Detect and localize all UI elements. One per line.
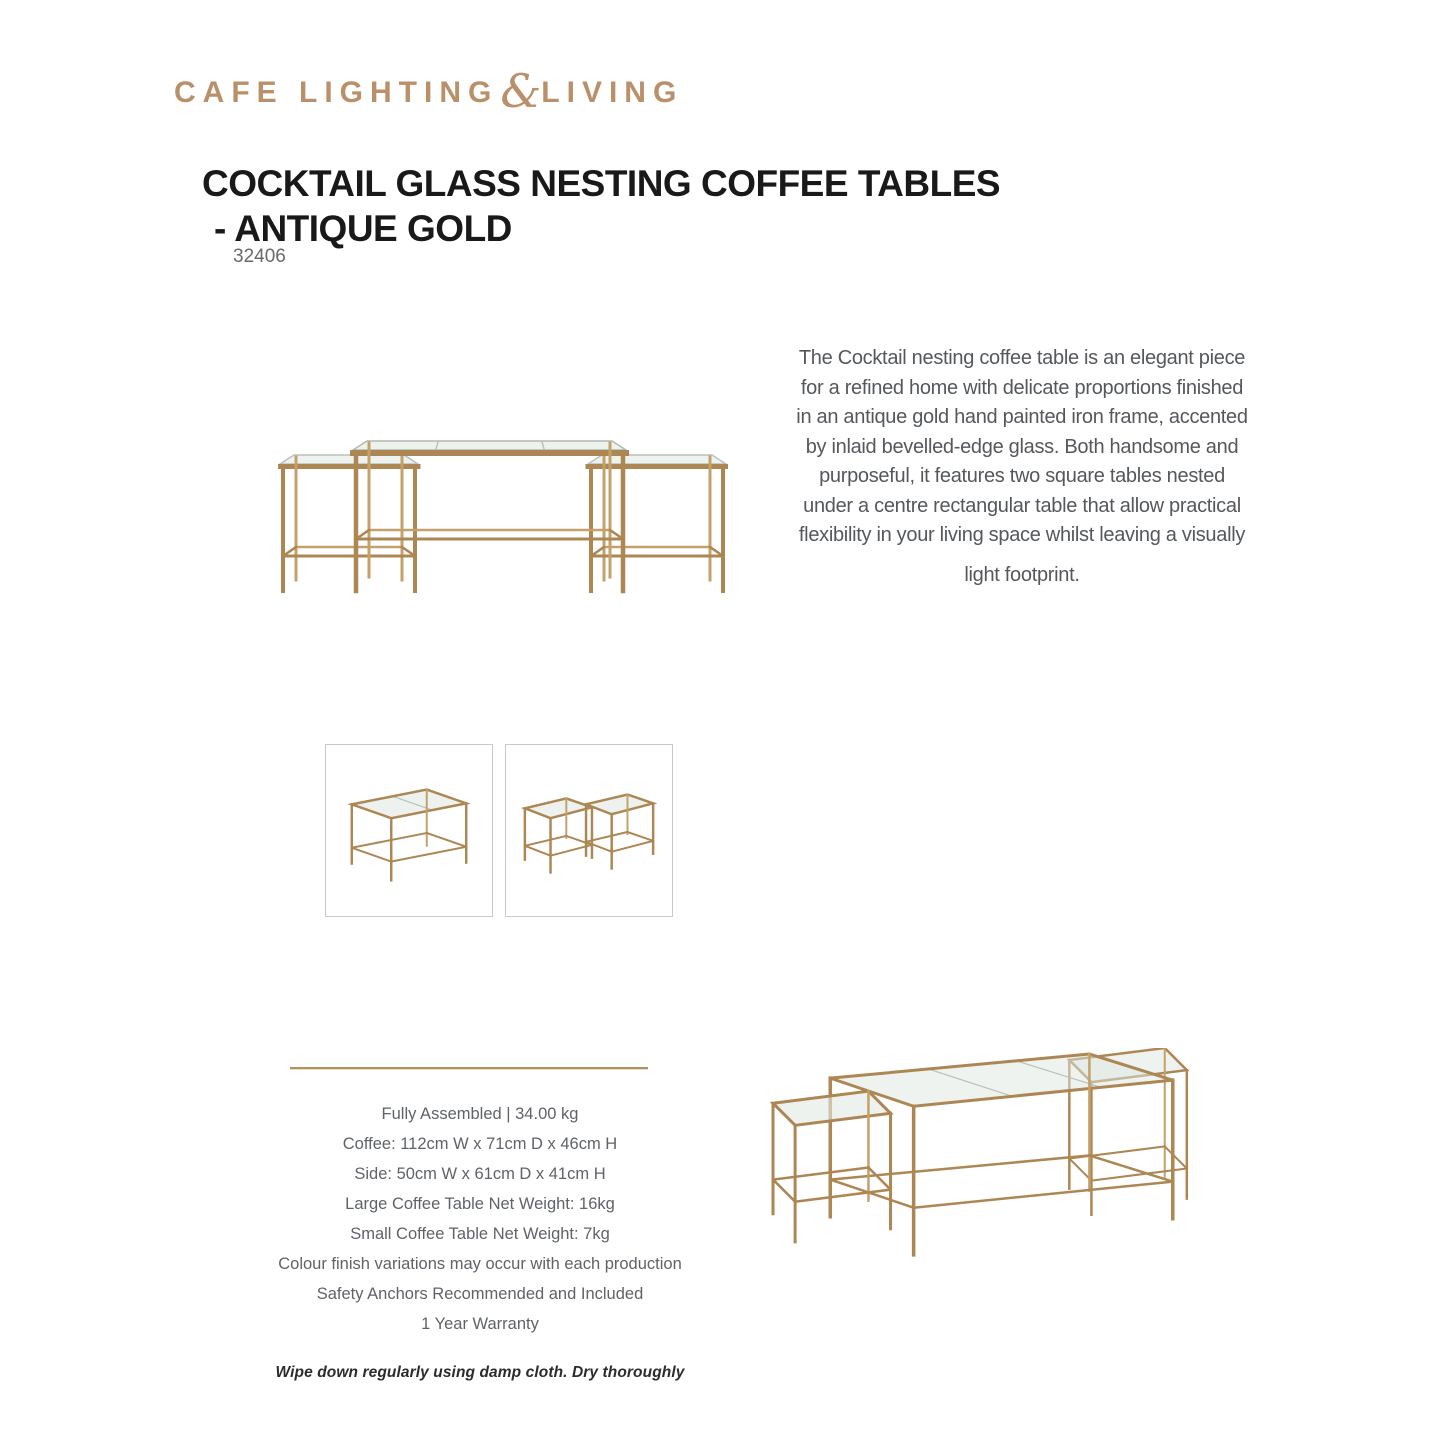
brand-ampersand-icon: &: [500, 64, 542, 118]
thumbnail-gallery: [325, 744, 673, 917]
spec-line: Large Coffee Table Net Weight: 16kg: [345, 1195, 615, 1213]
spec-line: Safety Anchors Recommended and Included: [316, 1285, 644, 1303]
thumbnail-side-tables[interactable]: [505, 744, 673, 917]
description-lines: [772, 344, 1272, 551]
spec-line: Small Coffee Table Net Weight: 7kg: [350, 1225, 610, 1243]
specifications-list: [235, 1099, 725, 1339]
description-line: under a centre rectangular table that allow practical: [803, 494, 1241, 517]
product-title-line1: COCKTAIL GLASS NESTING COFFEE TABLES: [202, 163, 1001, 204]
description-line: for a refined home with delicate proportions finished: [800, 376, 1244, 399]
gold-divider: [290, 1067, 648, 1070]
description-line: purposeful, it features two square tables nested: [819, 465, 1225, 487]
spec-line: Coffee: 112cm W x 71cm D x 46cm H: [342, 1135, 618, 1153]
description-line: The Cocktail nesting coffee table is an elegant piece: [798, 347, 1246, 369]
description-last-line: light footprint.: [964, 563, 1080, 586]
product-photo-main: [278, 403, 728, 598]
description-line: flexibility in your living space whilst leaving a visually: [798, 524, 1246, 546]
nesting-tables-front-illustration: [278, 403, 728, 598]
description-line: by inlaid bevelled-edge glass. Both handsome and: [805, 435, 1239, 458]
product-title: [202, 161, 1182, 251]
spec-line: Fully Assembled | 34.00 kg: [381, 1105, 579, 1123]
product-photo-angled: [768, 1048, 1220, 1288]
product-sku: 32406: [233, 246, 286, 267]
nesting-tables-angled-illustration: [768, 1048, 1220, 1289]
brand-logo: [174, 64, 684, 118]
side-tables-thumbnail-illustration: [515, 757, 663, 905]
spec-line: Colour finish variations may occur with each production: [278, 1255, 682, 1273]
product-description: [772, 344, 1272, 590]
brand-name-right: LIVING: [541, 76, 684, 109]
thumbnail-coffee-table[interactable]: [325, 744, 493, 917]
brand-name-left: CAFE LIGHTING: [174, 76, 499, 109]
spec-line: Side: 50cm W x 61cm D x 41cm H: [354, 1165, 606, 1183]
coffee-table-thumbnail-illustration: [335, 757, 483, 905]
spec-line: 1 Year Warranty: [421, 1315, 539, 1333]
care-note: Wipe down regularly using damp cloth. Dry thoroughly: [275, 1364, 685, 1381]
description-line: in an antique gold hand painted iron frame, accented: [796, 406, 1248, 428]
product-title-line2: - ANTIQUE GOLD: [214, 208, 512, 249]
